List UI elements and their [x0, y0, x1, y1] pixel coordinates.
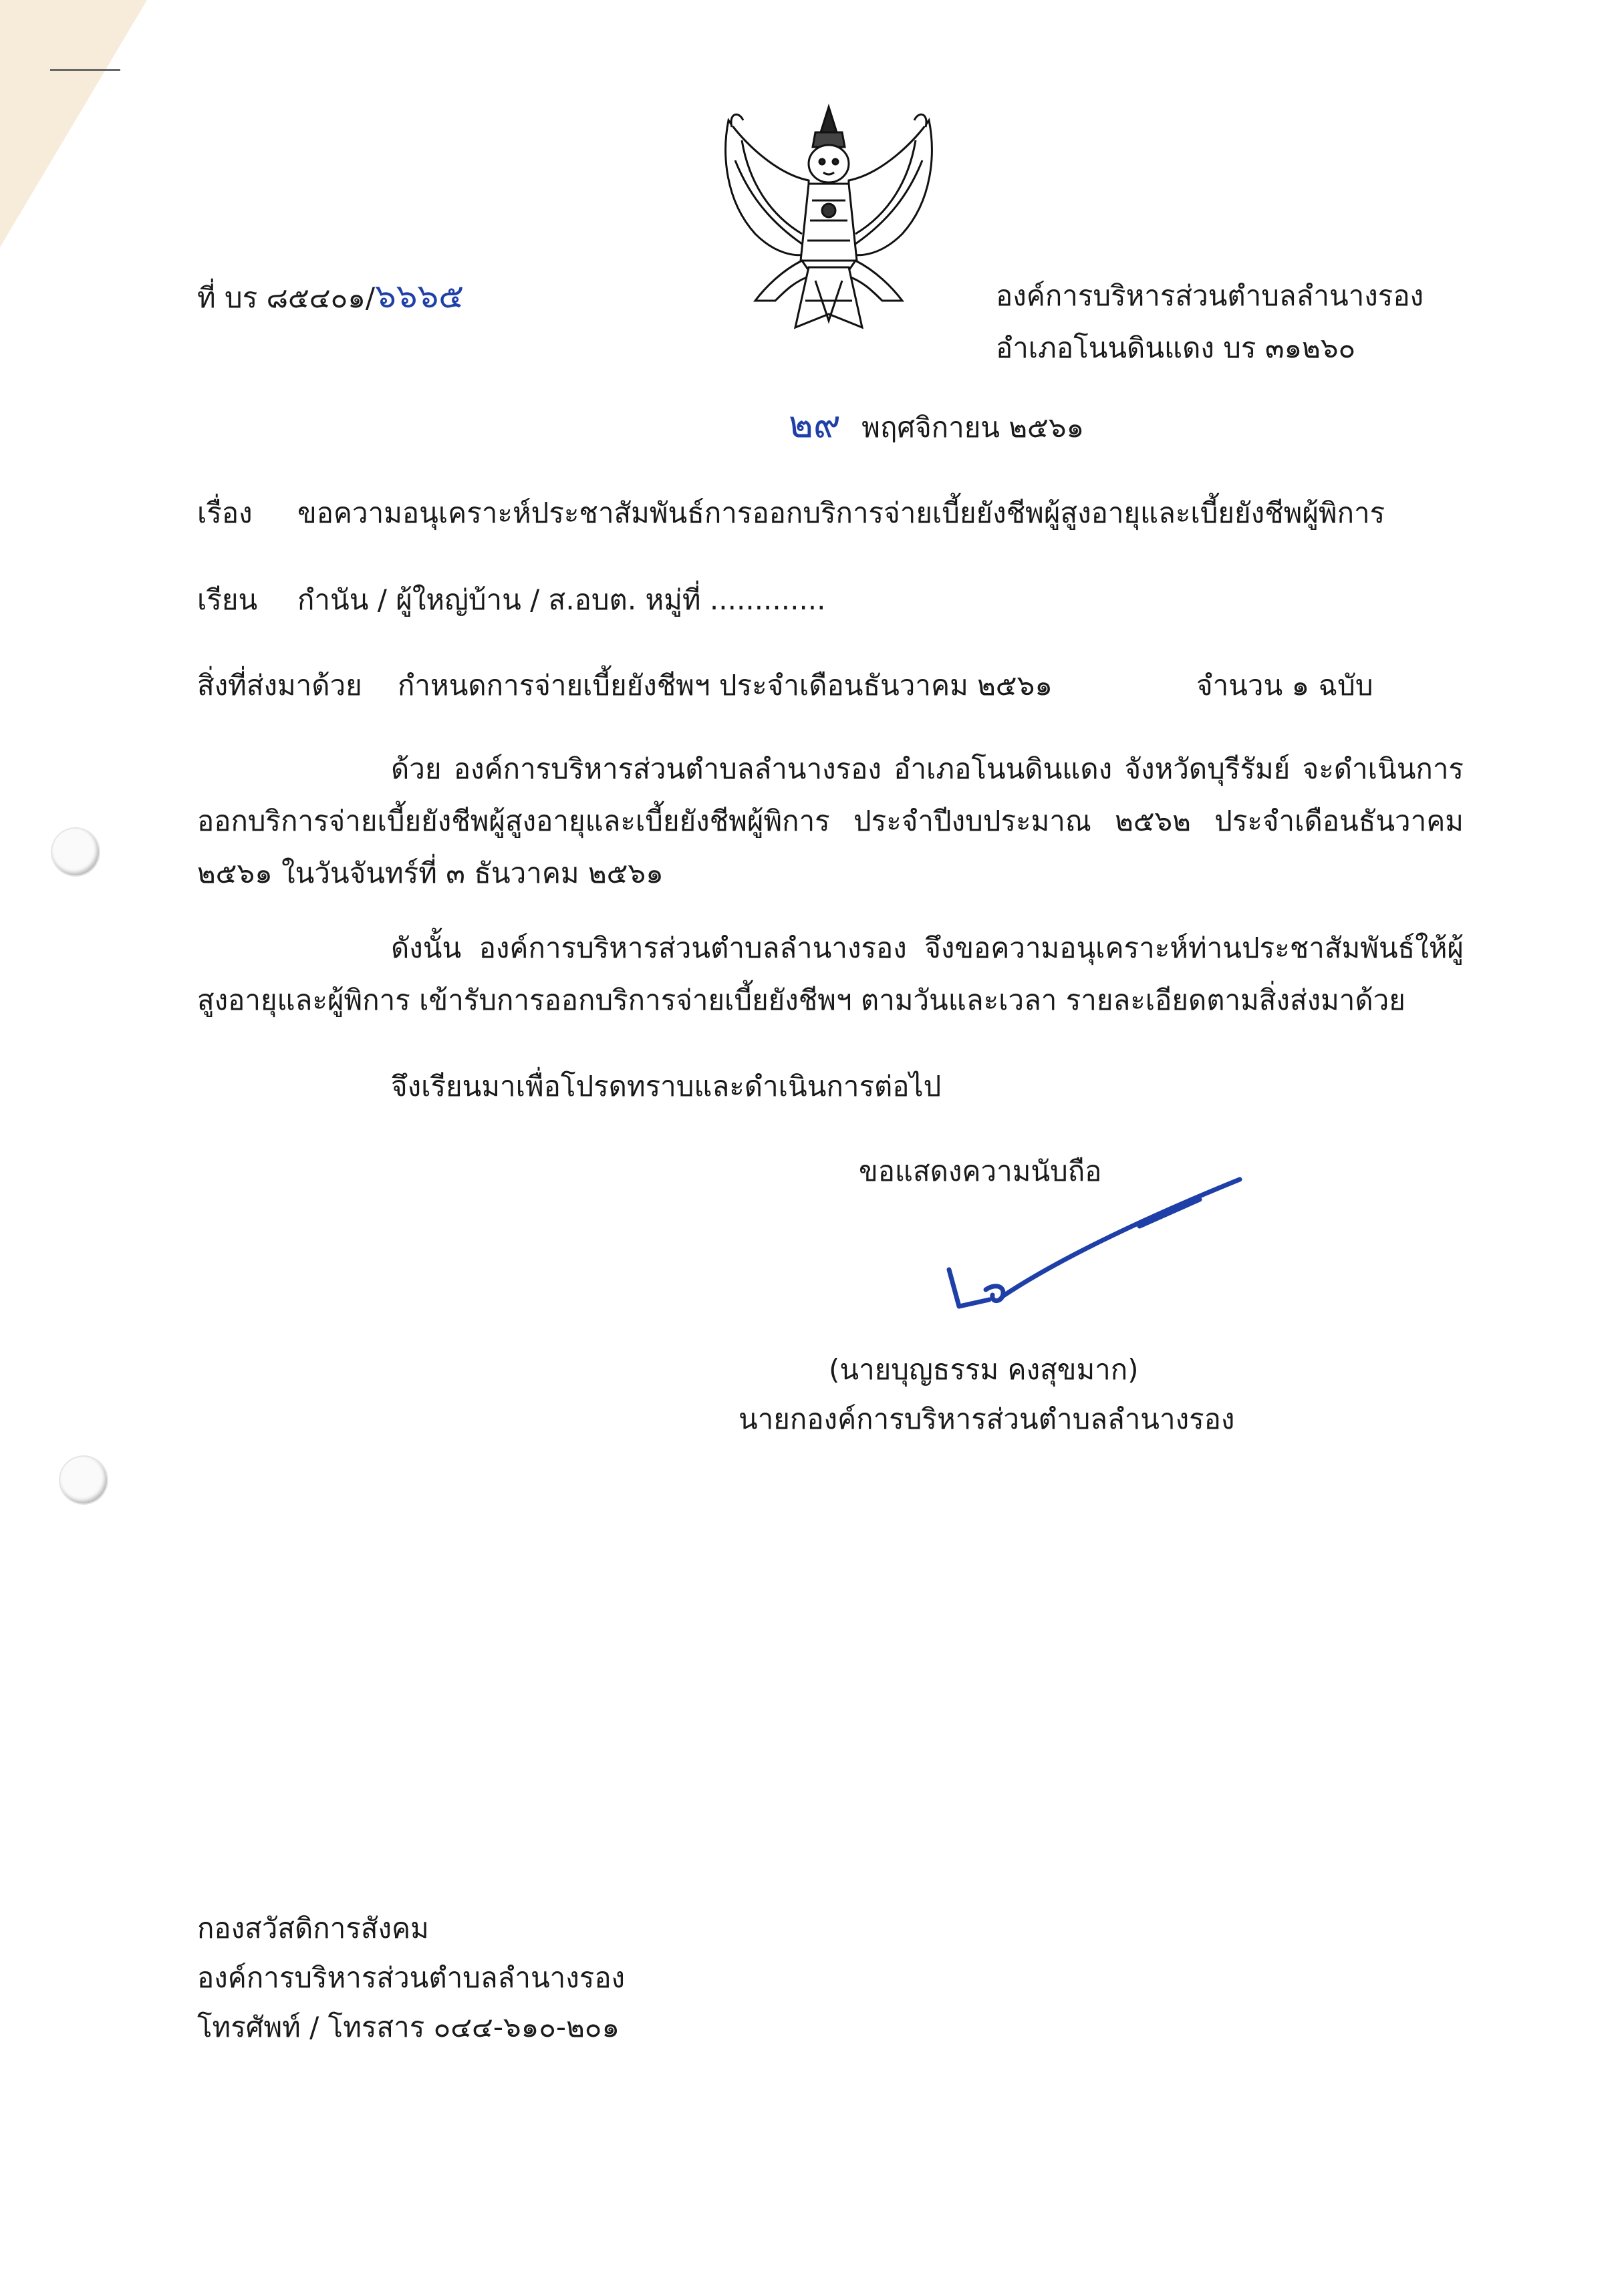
reference-number: [197, 277, 464, 317]
letter-date: [789, 403, 1085, 446]
reference-handwritten-number: ๖๖๖๕: [375, 277, 464, 315]
body-paragraph-2: [197, 922, 1464, 1026]
footer-phone: โทรศัพท์ / โทรสาร ๐๔๔-๖๑๐-๒๐๑: [197, 2011, 620, 2043]
footer-organization: องค์การบริหารส่วนตำบลลำนางรอง: [197, 1961, 626, 1994]
closing-salutation: ขอแสดงความนับถือ: [859, 1155, 1102, 1187]
attachment-text: กำหนดการจ่ายเบี้ยยังชีพฯ ประจำเดือนธันวาคม ๒๕๖๑: [398, 669, 1053, 702]
date-day-handwritten: ๒๙: [789, 403, 841, 446]
organization-name: องค์การบริหารส่วนตำบลลำนางรอง: [996, 279, 1424, 312]
reference-prefix: ที่ บร ๘๕๔๐๑/: [197, 281, 376, 314]
attachment-label: สิ่งที่ส่งมาด้วย: [197, 669, 362, 702]
signatory-name: (นายบุญธรรม คงสุขมาก): [829, 1353, 1139, 1386]
body-paragraph-1: [197, 743, 1464, 899]
attachment-quantity: จำนวน ๑ ฉบับ: [1196, 669, 1373, 702]
punch-hole-bottom: [60, 1457, 107, 1503]
punch-hole-top: [52, 829, 99, 875]
footer-department: กองสวัสดิการสังคม: [197, 1912, 429, 1945]
subject-label: เรื่อง: [197, 496, 253, 529]
paragraph-1-text: ด้วย องค์การบริหารส่วนตำบลลำนางรอง อำเภอโนนดินแดง จังหวัดบุรีรัมย์ จะดำเนินการออกบริการจ่ายเบี้ยยังชีพผู้สูงอายุและเบี้ยยังชีพผู้พิการ ประจำปีงบประมาณ ๒๕๖๒ ประจำเดือนธันวาคม ๒๕๖๑ ในวันจันทร์ที่ ๓ ธันวาคม ๒๕๖๑: [197, 752, 1464, 889]
closing-request: จึงเรียนมาเพื่อโปรดทราบและดำเนินการต่อไป: [391, 1070, 942, 1103]
subject-text: ขอความอนุเคราะห์ประชาสัมพันธ์การออกบริการจ่ายเบี้ยยังชีพผู้สูงอายุและเบี้ยยังชีพผู้พิการ: [297, 496, 1385, 529]
garuda-emblem-icon: [702, 100, 956, 347]
paragraph-2-text: ดังนั้น องค์การบริหารส่วนตำบลลำนางรอง จึงขอความอนุเคราะห์ท่านประชาสัมพันธ์ให้ผู้สูงอายุและผู้พิการ เข้ารับการออกบริการจ่ายเบี้ยยังชีพฯ ตามวันและเวลา รายละเอียดตามสิ่งส่งมาด้วย: [197, 931, 1464, 1016]
handwritten-signature-icon: [932, 1163, 1253, 1316]
organization-address: อำเภอโนนดินแดง บร ๓๑๒๖๐: [996, 331, 1356, 364]
date-month-year: พฤศจิกายน ๒๕๖๑: [861, 411, 1085, 444]
recipient-label: เรียน: [197, 583, 258, 616]
pen-mark: [50, 69, 120, 71]
paper-corner: [0, 0, 147, 247]
recipient-text: กำนัน / ผู้ใหญ่บ้าน / ส.อบต. หมู่ที่ .............: [297, 583, 826, 616]
signatory-position: นายกองค์การบริหารส่วนตำบลลำนางรอง: [739, 1403, 1235, 1435]
